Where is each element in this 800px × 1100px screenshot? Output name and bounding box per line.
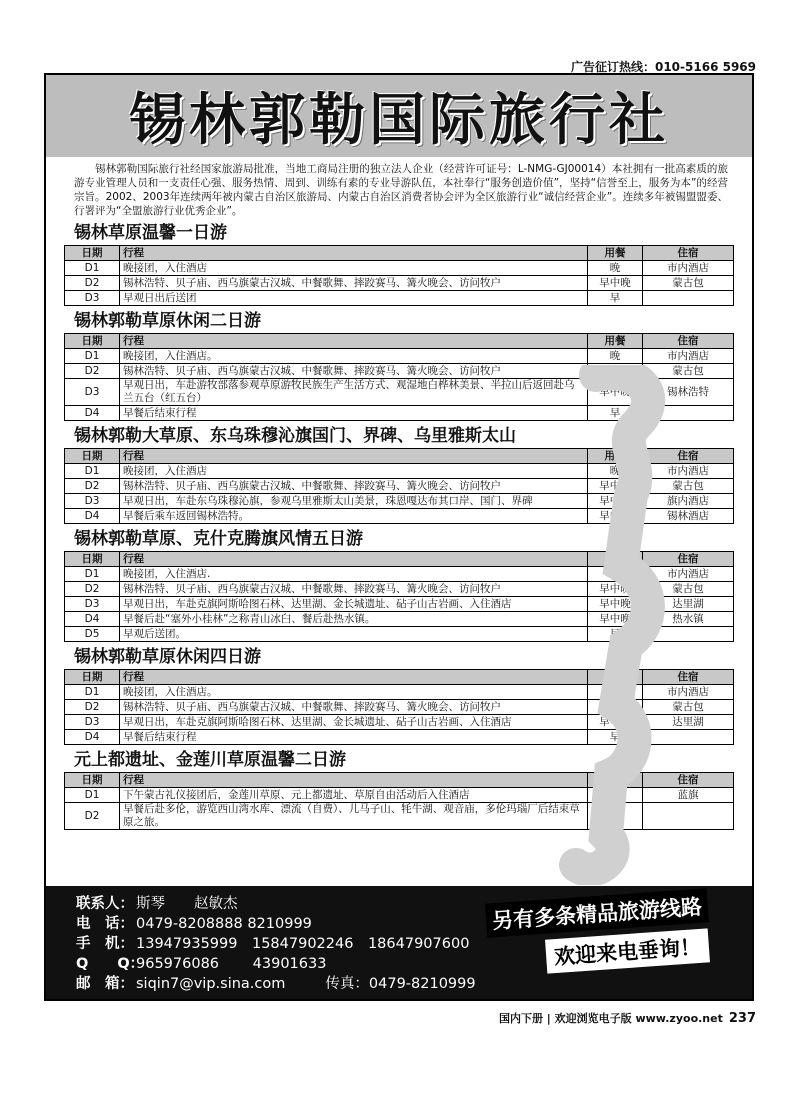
- table-header-row: [65, 552, 734, 567]
- cell-route: 锡林浩特、贝子庙、西乌旗蒙古汉城、中餐歌舞、摔跤赛马、篝火晚会、访问牧户: [120, 364, 588, 379]
- cell-hotel: [643, 627, 734, 642]
- header-meal: 用餐: [588, 552, 643, 567]
- contact-qq: 965976086 43901633: [136, 956, 327, 972]
- header-hotel: 住宿: [643, 246, 734, 261]
- header-day: 日期: [65, 246, 120, 261]
- itinerary-table: [64, 448, 734, 524]
- cell-meal: 早中晚: [588, 509, 643, 524]
- header-meal: 用餐: [588, 670, 643, 685]
- header-day: 日期: [65, 670, 120, 685]
- cell-route: 晚接团，入住酒店。: [120, 349, 588, 364]
- table-row: [65, 291, 734, 306]
- cell-meal: 早: [588, 406, 643, 421]
- header-meal: 用餐: [588, 449, 643, 464]
- itinerary-table: [64, 772, 734, 830]
- table-row: [65, 685, 734, 700]
- cell-meal: 早中晚: [588, 612, 643, 627]
- cell-meal: 早: [588, 291, 643, 306]
- title-banner: [46, 75, 752, 157]
- cell-day: D4: [65, 612, 120, 627]
- contact-person-row: 联系人： 斯琴 赵敏杰: [76, 896, 238, 912]
- table-row: [65, 509, 734, 524]
- table-row: [65, 715, 734, 730]
- cell-day: D4: [65, 509, 120, 524]
- table-header-row: [65, 334, 734, 349]
- cell-day: D3: [65, 494, 120, 509]
- cell-hotel: 市内酒店: [643, 685, 734, 700]
- itinerary-table: [64, 245, 734, 306]
- cell-route: 早餐后乘车返回锡林浩特。: [120, 509, 588, 524]
- cell-meal: 晚: [588, 349, 643, 364]
- header-route: 行程: [120, 246, 588, 261]
- header-hotel: 住宿: [643, 552, 734, 567]
- header-day: 日期: [65, 773, 120, 788]
- header-hotel: 住宿: [643, 670, 734, 685]
- table-row: [65, 700, 734, 715]
- cell-hotel: 达里湖: [643, 597, 734, 612]
- tour-list: [46, 223, 752, 830]
- page-footer: [499, 1010, 756, 1026]
- header-route: 行程: [120, 670, 588, 685]
- contact-lines: [76, 894, 476, 994]
- cell-day: D2: [65, 803, 120, 830]
- cell-meal: 早中晚: [588, 276, 643, 291]
- header-route: 行程: [120, 773, 588, 788]
- ad-frame: [44, 73, 754, 1001]
- table-row: [65, 464, 734, 479]
- cell-hotel: 锡林浩特: [643, 379, 734, 406]
- cell-hotel: 蒙古包: [643, 364, 734, 379]
- cell-day: D2: [65, 479, 120, 494]
- header-day: 日期: [65, 449, 120, 464]
- agency-title: 锡林郭勒国际旅行社: [129, 88, 669, 153]
- cell-route: 早餐后赴“塞外小桂林”之称青山冰臼、餐后赴热水镇。: [120, 612, 588, 627]
- cell-route: 早餐后结束行程: [120, 730, 588, 745]
- cell-hotel: 蓝旗: [643, 788, 734, 803]
- cell-route: 锡林浩特、贝子庙、西乌旗蒙古汉城、中餐歌舞、摔跤赛马、篝火晚会、访问牧户: [120, 276, 588, 291]
- cell-hotel: 热水镇: [643, 612, 734, 627]
- tour-section: [64, 529, 734, 642]
- header-day: 日期: [65, 552, 120, 567]
- cell-meal: 早中晚: [588, 379, 643, 406]
- table-row: [65, 364, 734, 379]
- cell-hotel: 市内酒店: [643, 464, 734, 479]
- cell-day: D1: [65, 567, 120, 582]
- cell-hotel: 市内酒店: [643, 349, 734, 364]
- contact-mobile: 13947935999 15847902246 18647907600: [136, 936, 470, 952]
- contact-fax: 0479-8210999: [368, 976, 476, 992]
- table-header-row: [65, 246, 734, 261]
- cell-hotel: 蒙古包: [643, 582, 734, 597]
- cell-day: D1: [65, 261, 120, 276]
- cell-route: 早餐后结束行程: [120, 406, 588, 421]
- cell-meal: 早中晚: [588, 364, 643, 379]
- cell-day: D2: [65, 700, 120, 715]
- cell-route: 晚接团，入住酒店: [120, 261, 588, 276]
- header-route: 行程: [120, 552, 588, 567]
- cell-route: 锡林浩特、贝子庙、西乌旗蒙古汉城、中餐歌舞、摔跤赛马、篝火晚会、访问牧户: [120, 479, 588, 494]
- cell-meal: 早中晚: [588, 597, 643, 612]
- cell-day: D1: [65, 464, 120, 479]
- table-row: [65, 349, 734, 364]
- cell-hotel: 市内酒店: [643, 567, 734, 582]
- cell-route: 锡林浩特、贝子庙、西乌旗蒙古汉城、中餐歌舞、摔跤赛马、篝火晚会、访问牧户: [120, 582, 588, 597]
- cell-hotel: [643, 406, 734, 421]
- table-row: [65, 567, 734, 582]
- itinerary-table: [64, 333, 734, 421]
- intro-paragraph: 锡林郭勒国际旅行社经国家旅游局批准，当地工商局注册的独立法人企业（经营许可证号：L-NMG-GJ00014）本社拥有一批高素质的旅游专业管理人员和一支责任心强、服务热情、周到、训练有素的专业导游队伍，本社奉行“服务创造价值”，坚持“信誉至上，服务为本”的经营宗旨。2002、2003年连续两年被内蒙古自治区旅游局、内蒙古自治区消费者协会评为全区旅游行业“诚信经营企业”。连续多年被锡盟盟委、行署评为“全盟旅游行业优秀企业”。: [74, 163, 728, 217]
- cell-route: 早观后送团。: [120, 627, 588, 642]
- header-meal: 用餐: [588, 773, 643, 788]
- cell-meal: 早中: [588, 803, 643, 830]
- tour-title: 锡林郭勒大草原、东乌珠穆沁旗国门、界碑、乌里雅斯太山: [74, 426, 516, 446]
- header-day: 日期: [65, 334, 120, 349]
- cell-meal: 早中晚: [588, 582, 643, 597]
- table-row: [65, 597, 734, 612]
- header-route: 行程: [120, 334, 588, 349]
- header-meal: 用餐: [588, 334, 643, 349]
- cell-meal: 早中晚: [588, 715, 643, 730]
- cell-day: D3: [65, 291, 120, 306]
- table-row: [65, 406, 734, 421]
- itinerary-table: [64, 551, 734, 642]
- cell-route: 晚接团，入住酒店。: [120, 685, 588, 700]
- page-number: 237: [728, 1011, 756, 1026]
- cell-route: 早观日出，车赴东乌珠穆沁旗，参观乌里雅斯太山美景，珠恩嘎达布其口岸、国门、界碑: [120, 494, 588, 509]
- cell-meal: 晚: [588, 464, 643, 479]
- table-row: [65, 730, 734, 745]
- cell-day: D4: [65, 730, 120, 745]
- tour-section: [64, 750, 734, 830]
- cell-meal: 晚: [588, 567, 643, 582]
- cell-route: 早观日出，车赴游牧部落参观草原游牧民族生产生活方式、观湿地白桦林美景、半拉山后返回赴乌兰五台（红五台）: [120, 379, 588, 406]
- cell-route: 早观日出，车赴克旗阿斯哈图石林、达里湖、金长城遗址、砧子山古岩画、入住酒店: [120, 715, 588, 730]
- contact-qq-row: Q Q：965976086 43901633: [76, 956, 327, 972]
- tour-section: [64, 223, 734, 306]
- table-row: [65, 479, 734, 494]
- cell-day: D2: [65, 582, 120, 597]
- cell-hotel: [643, 803, 734, 830]
- contact-fax-label: 传真：: [325, 976, 369, 992]
- contact-mobile-row: 手 机： 13947935999 15847902246 18647907600: [76, 936, 470, 952]
- header-route: 行程: [120, 449, 588, 464]
- cell-day: D3: [65, 715, 120, 730]
- table-row: [65, 276, 734, 291]
- cell-route: 早观日出，车赴克旗阿斯哈图石林、达里湖、金长城遗址、砧子山古岩画、入住酒店: [120, 597, 588, 612]
- footer-text: 国内下册 | 欢迎浏览电子版 www.zyoo.net: [498, 1012, 723, 1025]
- cell-day: D1: [65, 685, 120, 700]
- tour-section: [64, 426, 734, 524]
- table-row: [65, 612, 734, 627]
- cell-day: D3: [65, 379, 120, 406]
- table-row: [65, 494, 734, 509]
- table-row: [65, 379, 734, 406]
- cell-meal: 早中晚: [588, 479, 643, 494]
- table-row: [65, 788, 734, 803]
- tour-section: [64, 647, 734, 745]
- cell-hotel: 蒙古包: [643, 276, 734, 291]
- itinerary-table: [64, 669, 734, 745]
- cell-meal: 晚: [588, 685, 643, 700]
- cell-meal: 晚: [588, 261, 643, 276]
- cell-meal: 早: [588, 627, 643, 642]
- cell-day: D5: [65, 627, 120, 642]
- cell-hotel: 蒙古包: [643, 479, 734, 494]
- tour-title: 锡林郭勒草原、克什克腾旗风情五日游: [74, 529, 363, 549]
- cell-route: 晚接团，入住酒店: [120, 464, 588, 479]
- cell-hotel: 达里湖: [643, 715, 734, 730]
- contact-phone: 0479-8208888 8210999: [136, 916, 312, 932]
- table-row: [65, 582, 734, 597]
- contact-email: siqin7@vip.sina.com: [136, 976, 286, 992]
- cell-meal: 早: [588, 730, 643, 745]
- contact-email-row: 邮 箱： siqin7@vip.sina.com 传真：0479-8210999: [76, 976, 476, 992]
- cell-route: 晚接团，入住酒店.: [120, 567, 588, 582]
- cell-hotel: 锡林酒店: [643, 509, 734, 524]
- slogan-more-routes: 另有多条精品旅游线路: [485, 888, 709, 937]
- cell-route: 锡林浩特、贝子庙、西乌旗蒙古汉城、中餐歌舞、摔跤赛马、篝火晚会、访问牧户: [120, 700, 588, 715]
- cell-route: 早餐后赴多伦，游览西山湾水库、漂流（自费）、儿马子山、牦牛湖、观音庙，多伦玛瑙厂后结束草原之旅。: [120, 803, 588, 830]
- cell-day: D2: [65, 276, 120, 291]
- cell-hotel: 蒙古包: [643, 700, 734, 715]
- slogan-welcome: 欢迎来电垂询！: [545, 928, 710, 973]
- header-hotel: 住宿: [643, 449, 734, 464]
- tour-title: 元上都遗址、金莲川草原温馨二日游: [74, 750, 346, 770]
- table-row: [65, 803, 734, 830]
- cell-meal: 早中晚: [588, 700, 643, 715]
- cell-hotel: 旗内酒店: [643, 494, 734, 509]
- header-hotel: 住宿: [643, 334, 734, 349]
- header-meal: 用餐: [588, 246, 643, 261]
- cell-day: D3: [65, 597, 120, 612]
- cell-hotel: [643, 730, 734, 745]
- contact-person: 斯琴 赵敏杰: [136, 896, 238, 912]
- tour-title: 锡林郭勒草原休闲二日游: [74, 311, 261, 331]
- cell-meal: 晚餐: [588, 788, 643, 803]
- hotline: 广告征订热线：010-5166 5969: [570, 60, 756, 74]
- table-row: [65, 261, 734, 276]
- cell-meal: 早中晚: [588, 494, 643, 509]
- header-hotel: 住宿: [643, 773, 734, 788]
- cell-day: D1: [65, 349, 120, 364]
- table-header-row: [65, 773, 734, 788]
- contact-panel: [46, 886, 752, 999]
- table-row: [65, 627, 734, 642]
- cell-route: 下午蒙古礼仪接团后，金莲川草原、元上都遗址、草原自由活动后入住酒店: [120, 788, 588, 803]
- cell-hotel: 市内酒店: [643, 261, 734, 276]
- cell-hotel: [643, 291, 734, 306]
- cell-day: D1: [65, 788, 120, 803]
- cell-day: D2: [65, 364, 120, 379]
- table-header-row: [65, 449, 734, 464]
- cell-route: 早观日出后送团: [120, 291, 588, 306]
- contact-phone-row: 电 话： 0479-8208888 8210999: [76, 916, 312, 932]
- tour-title: 锡林郭勒草原休闲四日游: [74, 647, 261, 667]
- table-header-row: [65, 670, 734, 685]
- tour-section: [64, 311, 734, 421]
- tour-title: 锡林草原温馨一日游: [74, 223, 227, 243]
- cell-day: D4: [65, 406, 120, 421]
